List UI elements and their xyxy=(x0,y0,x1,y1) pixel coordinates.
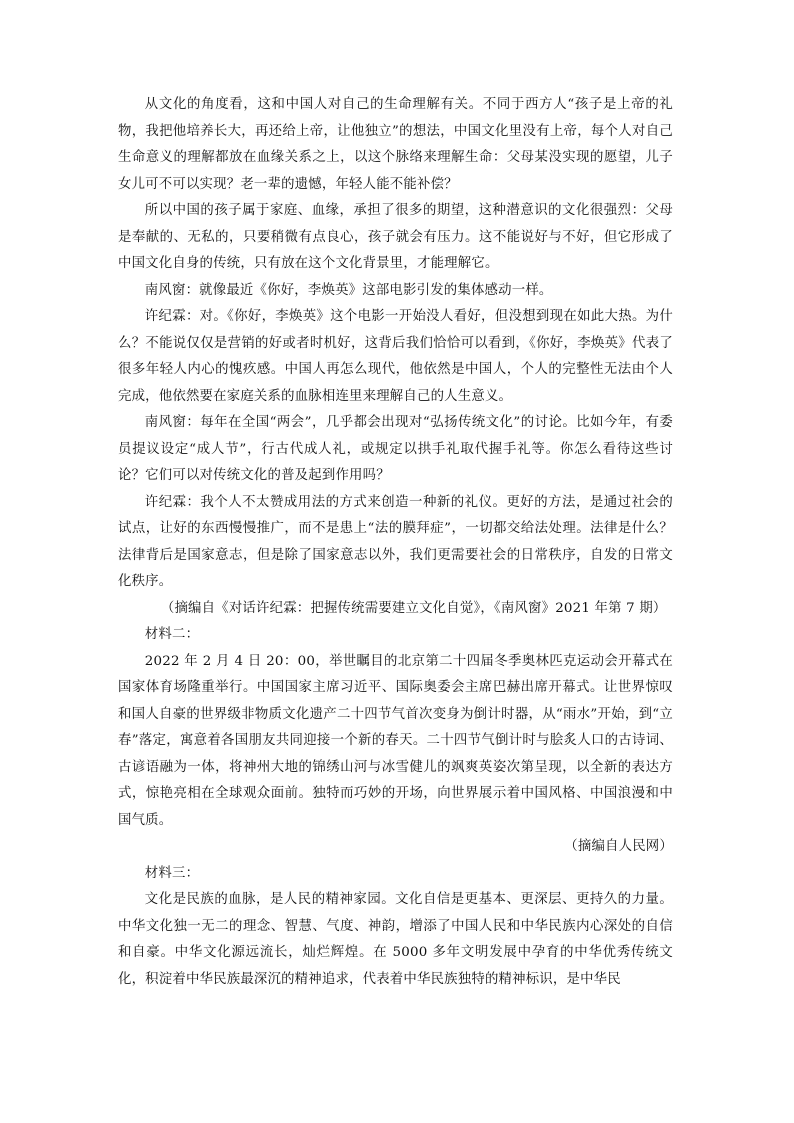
paragraph-xu-jilin-answer-2: 许纪霖：我个人不太赞成用法的方式来创造一种新的礼仪。更好的方法，是通过社会的试点，让好的东西慢慢推广，而不是患上“法的膜拜症”，一切都交给法处理。法律是什么？法律背后是国家意志，但是除了国家意志以外，我们更需要社会的日常秩序，自发的日常文化秩序。 xyxy=(118,494,673,589)
document-page xyxy=(118,92,673,993)
source-citation-2: （摘编自人民网） xyxy=(564,839,673,854)
paragraph-xu-jilin-answer-1: 许纪霖：对。《你好，李焕英》这个电影一开始没人看好，但没想到现在如此大热。为什么？不能说仅仅是营销的好或者时机好，这背后我们恰恰可以看到，《你好，李焕英》代表了很多年轻人内心的愧疚感。中国人再怎么现代，他依然是中国人，个人的完整性无法由个人完成，他依然要在家庭关系的血脉相连里来理解自己的人生意义。 xyxy=(118,309,673,404)
source-citation-1: （摘编自《对话许纪霖：把握传统需要建立文化自觉》，《南风窗》2021 年第 7 期） xyxy=(160,600,667,616)
paragraph-nanfengchuang-question-2: 南风窗：每年在全国“两会”，几乎都会出现对“弘扬传统文化”的讨论。比如今年，有委员提议设定“成人节”，行古代成人礼，或规定以拱手礼取代握手礼等。你怎么看待这些讨论？它们可以对传统文化的普及起到作用吗？ xyxy=(118,415,673,483)
paragraph-culture-perspective: 从文化的角度看，这和中国人对自己的生命理解有关。不同于西方人“孩子是上帝的礼物，我把他培养长大，再还给上帝，让他独立”的想法，中国文化里没有上帝，每个人对自己生命意义的理解都放在血缘关系之上，以这个脉络来理解生命：父母某没实现的愿望，儿子女儿可不可以实现？老一辈的遗憾，年轻人能不能补偿？ xyxy=(118,97,673,192)
material-2-text: 2022 年 2 月 4 日 20：00，举世瞩目的北京第二十四届冬季奥林匹克运动会开幕式在国家体育场隆重举行。中国国家主席习近平、国际奥委会主席巴赫出席开幕式。让世界惊叹和国人自豪的世界级非物质文化遗产二十四节气首次变身为倒计时器，从“雨水”开始，到“立春”落定，寓意着各国朋友共同迎接一个新的春天。二十四节气倒计时与脍炙人口的古诗词、古谚语融为一体，将神州大地的锦绣山河与冰雪健儿的飒爽英姿次第呈现，以全新的表达方式，惊艳亮相在全球观众面前。独特而巧妙的开场，向世界展示着中国风格、中国浪漫和中国气质。 xyxy=(118,653,673,828)
paragraph-nanfengchuang-question-1: 南风窗：就像最近《你好，李焕英》这部电影引发的集体感动一样。 xyxy=(144,282,553,298)
material-3-label: 材料三： xyxy=(144,865,200,881)
paragraph-chinese-children: 所以中国的孩子属于家庭、血缘，承担了很多的期望，这种潜意识的文化很强烈：父母是奉献的、无私的，只要稍微有点良心，孩子就会有压力。这不能说好与不好，但它形成了中国文化自身的传统，只有放在这个文化背景里，才能理解它。 xyxy=(118,203,673,271)
material-3-text: 文化是民族的血脉，是人民的精神家园。文化自信是更基本、更深层、更持久的力量。中华文化独一无二的理念、智慧、气度、神韵，增添了中国人民和中华民族内心深处的自信和自豪。中华文化源远流长，灿烂辉煌。在 5000 多年文明发展中孕育的中华优秀传统文化，积淀着中华民族最深沉的精神追求，代表着中华民族独特的精神标识，是中华民 xyxy=(118,892,673,987)
material-2-label: 材料二： xyxy=(144,627,200,642)
